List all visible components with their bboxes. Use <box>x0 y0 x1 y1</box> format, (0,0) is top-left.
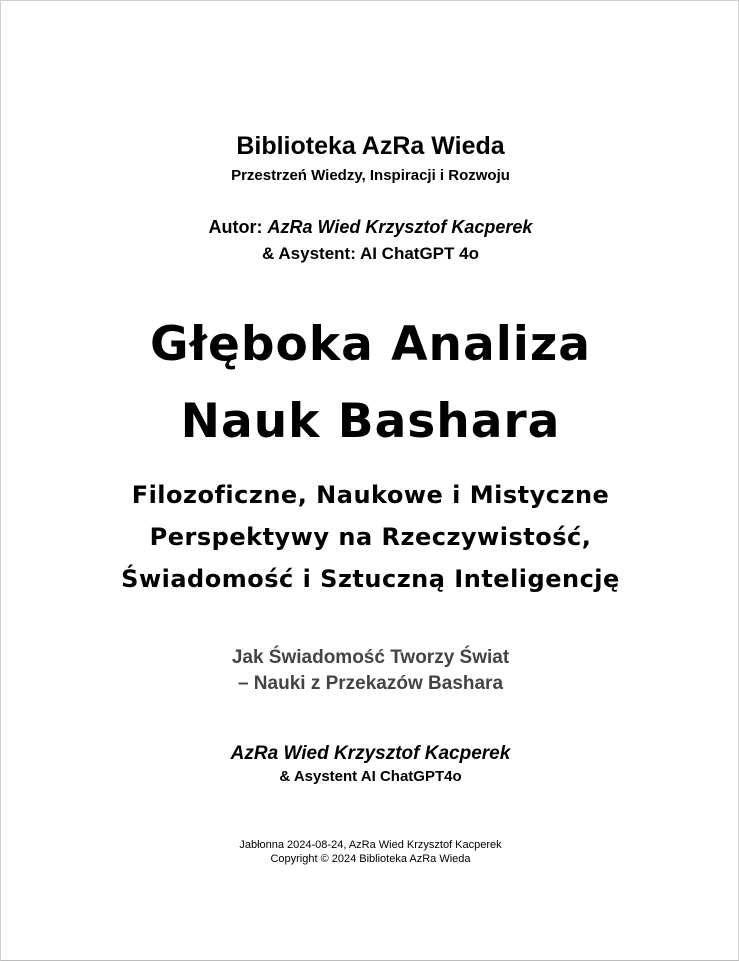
footer-place-date: Jabłonna 2024-08-24, AzRa Wied Krzysztof Kacperek <box>239 839 502 851</box>
credits-assistant: & Asystent AI ChatGPT4o <box>279 768 462 785</box>
author-name: AzRa Wied Krzysztof Kacperek <box>267 217 533 237</box>
secondary-title-line-1: Jak Świadomość Tworzy Świat <box>231 647 510 668</box>
subtitle-line-1: Filozoficzne, Naukowe i Mistyczne <box>131 481 610 509</box>
library-name: Biblioteka AzRa Wieda <box>236 132 505 160</box>
credits-author: AzRa Wied Krzysztof Kacperek <box>230 743 511 764</box>
footer-copyright: Copyright © 2024 Biblioteka AzRa Wieda <box>270 853 471 865</box>
assistant-line: & Asystent: AI ChatGPT 4o <box>262 244 479 263</box>
subtitle-line-2: Perspektywy na Rzeczywistość, <box>149 523 592 551</box>
title-line-1: Głęboka Analiza <box>149 317 591 372</box>
subtitle-line-3: Świadomość i Sztuczną Inteligencję <box>121 565 620 593</box>
secondary-title-line-2: – Nauki z Przekazów Bashara <box>237 673 504 694</box>
author-prefix: Autor: <box>208 217 268 237</box>
library-tagline: Przestrzeń Wiedzy, Inspiracji i Rozwoju <box>231 167 510 184</box>
title-line-2: Nauk Bashara <box>180 394 561 449</box>
author-line <box>1 217 739 238</box>
